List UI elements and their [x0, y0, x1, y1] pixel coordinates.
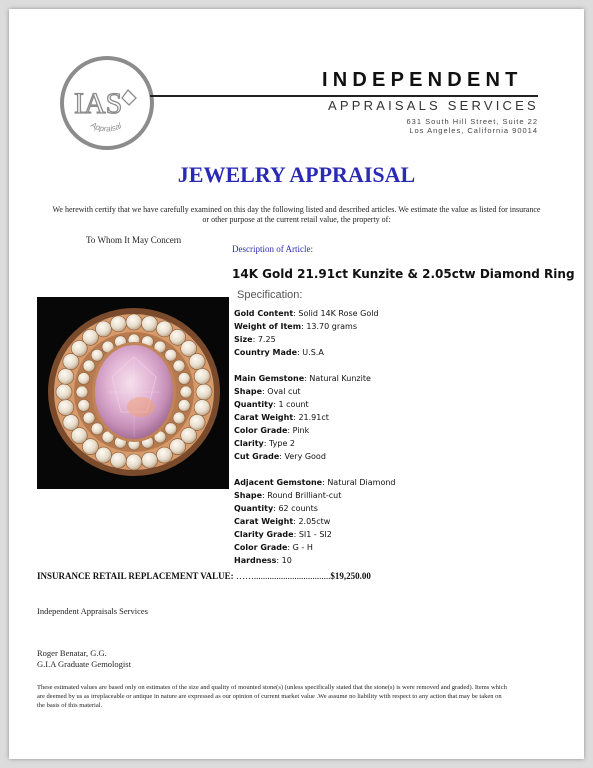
spec-row: Main Gemstone: Natural Kunzite [234, 374, 371, 383]
spec-value: U.S.A [302, 348, 324, 357]
spec-row: Quantity: 1 count [234, 400, 309, 409]
spec-row: Weight of Item: 13.70 grams [234, 322, 357, 331]
svg-text:Appraisal [88, 120, 123, 134]
signature-block [37, 648, 131, 670]
spec-value: SI1 - SI2 [298, 530, 332, 539]
spec-value: G - H [292, 543, 313, 552]
spec-label: Quantity [234, 400, 274, 409]
address-line-2: Los Angeles, California 90014 [409, 126, 538, 135]
spec-label: Clarity Grade [234, 530, 294, 539]
spec-label: Weight of Item [234, 322, 302, 331]
spec-row: Country Made: U.S.A [234, 348, 324, 357]
disclaimer: These estimated values are based only on estimates of the size and quality of mounted stone(s) (unless specifically stated that the stone(s) is were removed and graded). Items which are deemed by us as irreplaceable or antique in nature are expressed as our opinion of current market value .We assume no liability with respect to any action that may be taken on the basis of this material. [37, 684, 507, 709]
item-title: 14K Gold 21.91ct Kunzite & 2.05ctw Diamond Ring [232, 267, 575, 281]
spec-value: Oval cut [267, 387, 301, 396]
spec-row: Carat Weight: 21.91ct [234, 413, 329, 422]
description-label: Description of Article: [232, 244, 313, 254]
insurance-value-dots: …….................................. [235, 571, 331, 581]
spec-label: Country Made [234, 348, 298, 357]
spec-row: Quantity: 62 counts [234, 504, 318, 513]
spec-value: Natural Diamond [327, 478, 396, 487]
spec-row: Shape: Round Brilliant-cut [234, 491, 342, 500]
spec-label: Carat Weight [234, 517, 294, 526]
document-title: JEWELRY APPRAISAL [177, 162, 416, 187]
header-rule [150, 95, 538, 97]
spec-row: Clarity Grade: SI1 - SI2 [234, 530, 332, 539]
company-name: INDEPENDENT [322, 69, 523, 91]
spec-row: Adjacent Gemstone: Natural Diamond [234, 478, 396, 487]
insurance-value-amount: $19,250.00 [330, 571, 371, 581]
spec-value: Pink [292, 426, 310, 435]
spec-value: 13.70 grams [306, 322, 357, 331]
spec-label: Shape [234, 387, 263, 396]
signer-name: Roger Benatar, G.G. [37, 648, 107, 658]
spec-label: Color Grade [234, 426, 288, 435]
signer-title: G.I.A Graduate Gemologist [37, 659, 131, 669]
spec-value: 10 [281, 556, 292, 565]
spec-label: Shape [234, 491, 263, 500]
spec-label: Carat Weight [234, 413, 294, 422]
ias-logo-icon [60, 56, 154, 150]
address-line-1: 631 South Hill Street, Suite 22 [406, 117, 538, 126]
spec-value: 62 counts [278, 504, 318, 513]
ring-photo [37, 297, 229, 489]
specification-label: Specification: [237, 289, 303, 301]
spec-label: Size [234, 335, 253, 344]
spec-value: 21.91ct [298, 413, 329, 422]
spec-row: Hardness: 10 [234, 556, 292, 565]
spec-label: Cut Grade [234, 452, 280, 461]
spec-label: Gold Content [234, 309, 294, 318]
logo-text: IAS [74, 87, 123, 120]
spec-label: Quantity [234, 504, 274, 513]
insurance-value-label: INSURANCE RETAIL REPLACEMENT VALUE: [37, 571, 234, 581]
spec-value: 7.25 [257, 335, 276, 344]
spec-row: Clarity: Type 2 [234, 439, 296, 448]
spec-row: Size: 7.25 [234, 335, 276, 344]
spec-value: 2.05ctw [298, 517, 331, 526]
spec-row: Color Grade: G - H [234, 543, 313, 552]
insurance-value-line [37, 571, 371, 581]
spec-value: 1 count [278, 400, 309, 409]
spec-label: Main Gemstone [234, 374, 305, 383]
main-gemstone-specs [234, 372, 371, 463]
spec-label: Clarity [234, 439, 264, 448]
spec-row: Gold Content: Solid 14K Rose Gold [234, 309, 379, 318]
logo-ring-text: Appraisal [89, 120, 124, 134]
footer-company: Independent Appraisals Services [37, 606, 148, 616]
spec-value: Round Brilliant-cut [267, 491, 342, 500]
spec-value: Very Good [284, 452, 326, 461]
recipient: To Whom It May Concern [86, 235, 182, 245]
spec-value: Type 2 [269, 439, 296, 448]
metal-specs [234, 307, 379, 359]
company-subtitle: APPRAISALS SERVICES [328, 98, 539, 113]
adjacent-gemstone-specs [234, 476, 395, 567]
spec-row: Carat Weight: 2.05ctw [234, 517, 331, 526]
spec-label: Adjacent Gemstone [234, 478, 323, 487]
spec-row: Cut Grade: Very Good [234, 452, 326, 461]
spec-label: Hardness [234, 556, 277, 565]
spec-value: Natural Kunzite [309, 374, 371, 383]
spec-row: Shape: Oval cut [234, 387, 301, 396]
spec-row: Color Grade: Pink [234, 426, 310, 435]
spec-value: Solid 14K Rose Gold [298, 309, 379, 318]
spec-label: Color Grade [234, 543, 288, 552]
intro-text: We herewith certify that we have carefully examined on this day the following listed and described articles. We estimate the value as listed for insurance or other purpose at the current retail value, the property of: [52, 205, 541, 224]
